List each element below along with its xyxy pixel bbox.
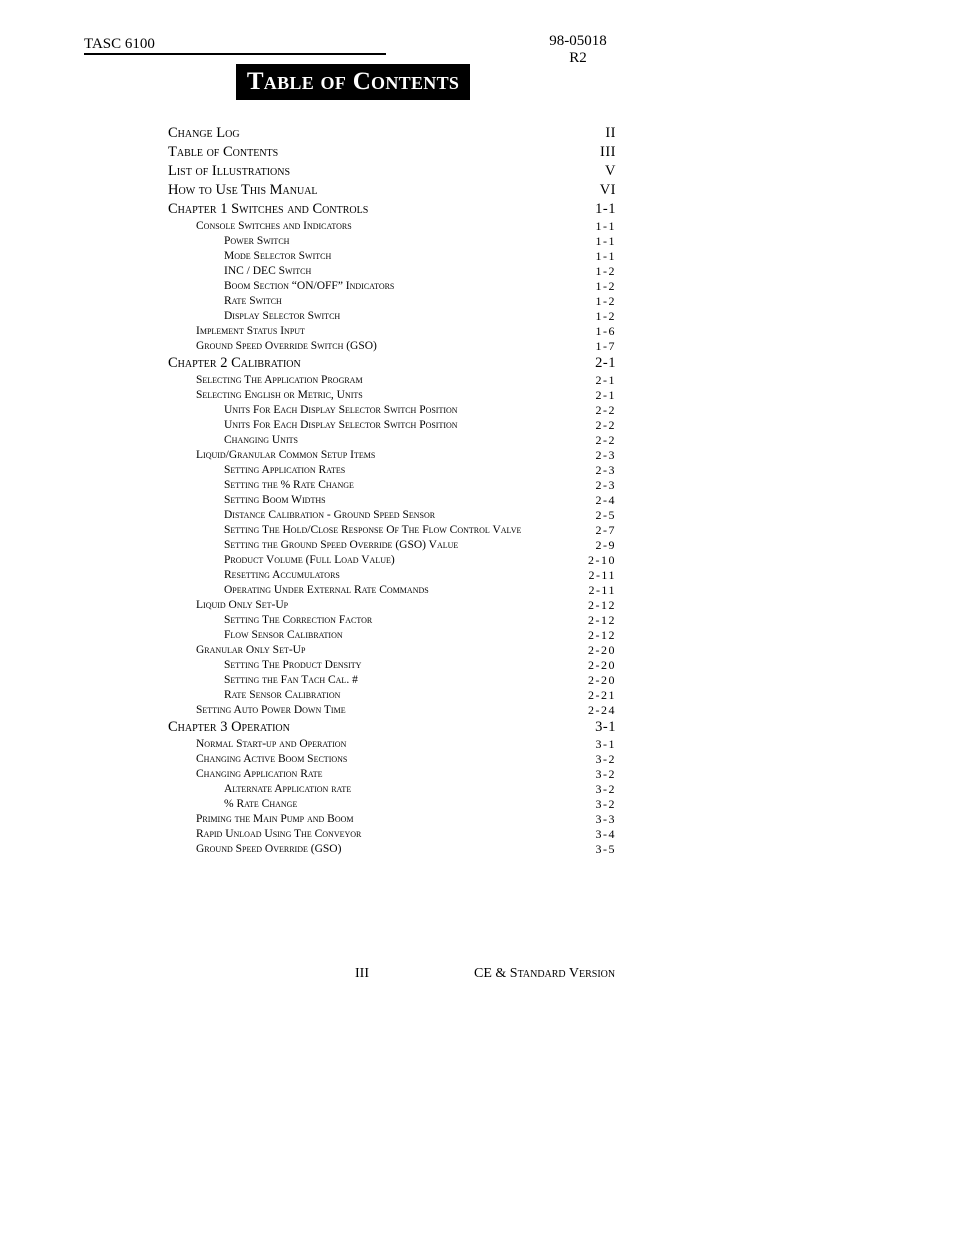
- toc-entry[interactable]: [168, 658, 618, 673]
- toc-entry-page: 2-20: [588, 643, 616, 657]
- toc-entry-label: Setting The Hold/Close Response Of The Flow Control Valve: [224, 524, 522, 536]
- toc-entry-label: Distance Calibration - Ground Speed Sensor: [224, 509, 436, 521]
- toc-entry[interactable]: [168, 339, 618, 354]
- toc-entry[interactable]: [168, 688, 618, 703]
- toc-entry-page: 2-2: [595, 418, 616, 432]
- toc-entry[interactable]: [168, 782, 618, 797]
- toc-entry-label: Rate Sensor Calibration: [224, 689, 341, 701]
- toc-entry[interactable]: [168, 797, 618, 812]
- toc-entry[interactable]: [168, 568, 618, 583]
- toc-entry[interactable]: [168, 418, 618, 433]
- toc-entry-label: Setting the % Rate Change: [224, 479, 354, 491]
- toc-entry-label: Changing Active Boom Sections: [196, 753, 348, 765]
- toc-entry-label: Changing Application Rate: [196, 768, 323, 780]
- toc-entry-label: Rate Switch: [224, 295, 282, 307]
- toc-entry[interactable]: [168, 234, 618, 249]
- toc-entry-page: 2-11: [588, 568, 616, 582]
- document-number-block: [520, 33, 636, 67]
- toc-entry-page: 2-10: [588, 553, 616, 567]
- toc-entry-page: VI: [599, 182, 616, 198]
- toc-entry-label: Chapter 3 Operation: [168, 719, 290, 735]
- toc-entry-page: 1-1: [595, 201, 616, 217]
- toc-entry-page: 3-2: [595, 797, 616, 811]
- toc-entry-page: 1-6: [595, 324, 616, 338]
- revision: R2: [569, 50, 587, 66]
- toc-entry-page: 3-4: [595, 827, 616, 841]
- toc-entry-label: Implement Status Input: [196, 325, 305, 337]
- toc-entry-label: Chapter 1 Switches and Controls: [168, 201, 369, 217]
- document-number: 98-05018: [549, 33, 607, 49]
- toc-entry[interactable]: [168, 583, 618, 598]
- toc-entry[interactable]: [168, 598, 618, 613]
- page-number: III: [355, 966, 369, 981]
- toc-entry-label: Display Selector Switch: [224, 310, 341, 322]
- toc-entry-label: Table of Contents: [168, 144, 279, 160]
- toc-entry[interactable]: [168, 827, 618, 842]
- toc-entry-page: 2-4: [595, 493, 616, 507]
- toc-entry[interactable]: [168, 752, 618, 767]
- toc-entry-label: Normal Start-up and Operation: [196, 738, 347, 750]
- toc-entry-label: Selecting English or Metric, Units: [196, 389, 363, 401]
- toc-entry[interactable]: [168, 264, 618, 279]
- toc-entry-page: II: [605, 125, 616, 141]
- toc-entry-page: 2-11: [588, 583, 616, 597]
- toc-entry[interactable]: [168, 673, 618, 688]
- toc-entry[interactable]: [168, 523, 618, 538]
- toc-entry[interactable]: [168, 767, 618, 782]
- toc-entry-label: Setting The Correction Factor: [224, 614, 373, 626]
- toc-entry-label: Setting Boom Widths: [224, 494, 326, 506]
- toc-entry[interactable]: [168, 162, 618, 181]
- toc-entry-label: How to Use This Manual: [168, 182, 318, 198]
- toc-entry[interactable]: [168, 219, 618, 234]
- toc-entry-label: Rapid Unload Using The Conveyor: [196, 828, 362, 840]
- toc-entry-page: 3-2: [595, 752, 616, 766]
- toc-entry-page: 1-7: [595, 339, 616, 353]
- toc-entry-label: INC / DEC Switch: [224, 265, 312, 277]
- toc-entry-label: Product Volume (Full Load Value): [224, 554, 395, 566]
- toc-entry-page: 3-2: [595, 767, 616, 781]
- document-title: TASC 6100: [84, 36, 155, 52]
- toc-entry[interactable]: [168, 553, 618, 568]
- toc-entry-page: 2-9: [595, 538, 616, 552]
- toc-entry[interactable]: [168, 124, 618, 143]
- toc-entry-page: 2-3: [595, 463, 616, 477]
- toc-entry-label: Setting the Ground Speed Override (GSO) Value: [224, 539, 459, 551]
- toc-entry-page: 1-2: [595, 279, 616, 293]
- toc-entry-page: 2-12: [588, 613, 616, 627]
- toc-entry-page: 1-2: [595, 294, 616, 308]
- toc-entry-label: Changing Units: [224, 434, 298, 446]
- page-title: Table of Contents: [246, 68, 460, 95]
- toc-entry[interactable]: [168, 613, 618, 628]
- toc-entry-label: Ground Speed Override (GSO): [196, 843, 342, 855]
- toc-entry-label: Change Log: [168, 125, 240, 141]
- toc-entry[interactable]: [168, 718, 618, 737]
- toc-entry[interactable]: [168, 200, 618, 219]
- toc-entry[interactable]: [168, 703, 618, 718]
- toc-entry-label: Selecting The Application Program: [196, 374, 363, 386]
- toc-entry-page: 2-2: [595, 433, 616, 447]
- page-title-banner: [236, 64, 470, 100]
- toc-entry-label: Units For Each Display Selector Switch Position: [224, 419, 458, 431]
- toc-entry-page: 2-12: [588, 628, 616, 642]
- toc-entry[interactable]: [168, 433, 618, 448]
- toc-entry-label: Priming the Main Pump and Boom: [196, 813, 354, 825]
- toc-entry-label: Setting Auto Power Down Time: [196, 704, 346, 716]
- toc-entry-label: Liquid Only Set-Up: [196, 599, 289, 611]
- toc-entry-label: Flow Sensor Calibration: [224, 629, 343, 641]
- toc-entry[interactable]: [168, 538, 618, 553]
- toc-entry-label: Ground Speed Override Switch (GSO): [196, 340, 377, 352]
- toc-entry[interactable]: [168, 478, 618, 493]
- toc-entry-page: V: [605, 163, 616, 179]
- toc-entry[interactable]: [168, 448, 618, 463]
- toc-entry-label: Setting the Fan Tach Cal. #: [224, 674, 358, 686]
- toc-entry[interactable]: [168, 324, 618, 339]
- toc-entry-page: 2-5: [595, 508, 616, 522]
- toc-entry-page: 3-5: [595, 842, 616, 856]
- toc-entry[interactable]: [168, 249, 618, 264]
- toc-entry-page: 2-1: [595, 373, 616, 387]
- toc-entry[interactable]: [168, 463, 618, 478]
- toc-entry[interactable]: [168, 737, 618, 752]
- toc-entry-page: 2-1: [595, 355, 616, 371]
- version-label: CE & Standard Version: [474, 966, 616, 981]
- toc-entry-page: 3-1: [595, 737, 616, 751]
- toc-entry[interactable]: [168, 643, 618, 658]
- toc-entry[interactable]: [168, 354, 618, 373]
- toc-entry-page: 2-21: [588, 688, 616, 702]
- toc-entry-page: 1-1: [595, 234, 616, 248]
- toc-entry[interactable]: [168, 181, 618, 200]
- toc-entry[interactable]: [168, 294, 618, 309]
- toc-entry-label: Liquid/Granular Common Setup Items: [196, 449, 376, 461]
- toc-entry-page: 2-1: [595, 388, 616, 402]
- toc-entry-page: 3-1: [595, 719, 616, 735]
- toc-entry-label: Resetting Accumulators: [224, 569, 340, 581]
- toc-entry-label: Units For Each Display Selector Switch Position: [224, 404, 458, 416]
- toc-entry-label: Operating Under External Rate Commands: [224, 584, 429, 596]
- toc-entry-label: Granular Only Set-Up: [196, 644, 306, 656]
- toc-entry-page: 3-3: [595, 812, 616, 826]
- toc-entry-page: 1-1: [595, 219, 616, 233]
- toc-entry-label: Setting Application Rates: [224, 464, 346, 476]
- toc-entry-page: 2-24: [588, 703, 616, 717]
- toc-entry-page: 1-2: [595, 309, 616, 323]
- toc-entry-label: % Rate Change: [224, 798, 298, 810]
- toc-entry-page: 2-3: [595, 478, 616, 492]
- toc-entry-label: Boom Section “ON/OFF” Indicators: [224, 280, 395, 292]
- toc-entry[interactable]: [168, 403, 618, 418]
- header-rule: [84, 53, 386, 55]
- toc-entry-page: 2-2: [595, 403, 616, 417]
- toc-entry-label: Console Switches and Indicators: [196, 220, 352, 232]
- toc-entry[interactable]: [168, 143, 618, 162]
- toc-entry[interactable]: [168, 842, 618, 857]
- toc-entry-page: 1-2: [595, 264, 616, 278]
- toc-entry[interactable]: [168, 373, 618, 388]
- toc-entry-label: Mode Selector Switch: [224, 250, 332, 262]
- toc-entry-page: 1-1: [595, 249, 616, 263]
- toc-entry-page: 2-12: [588, 598, 616, 612]
- toc-entry-label: List of Illustrations: [168, 163, 291, 179]
- toc-entry-page: 2-3: [595, 448, 616, 462]
- toc-entry[interactable]: [168, 309, 618, 324]
- toc-entry[interactable]: [168, 279, 618, 294]
- table-of-contents: [168, 124, 618, 857]
- toc-entry-label: Power Switch: [224, 235, 290, 247]
- toc-entry-page: 2-7: [595, 523, 616, 537]
- toc-entry[interactable]: [168, 493, 618, 508]
- toc-entry-label: Alternate Application rate: [224, 783, 352, 795]
- toc-entry[interactable]: [168, 812, 618, 827]
- toc-entry-page: 2-20: [588, 658, 616, 672]
- toc-entry[interactable]: [168, 508, 618, 523]
- toc-entry[interactable]: [168, 628, 618, 643]
- toc-entry-label: Chapter 2 Calibration: [168, 355, 301, 371]
- toc-entry[interactable]: [168, 388, 618, 403]
- toc-entry-page: III: [600, 144, 616, 160]
- toc-entry-page: 2-20: [588, 673, 616, 687]
- toc-entry-page: 3-2: [595, 782, 616, 796]
- toc-entry-label: Setting The Product Density: [224, 659, 362, 671]
